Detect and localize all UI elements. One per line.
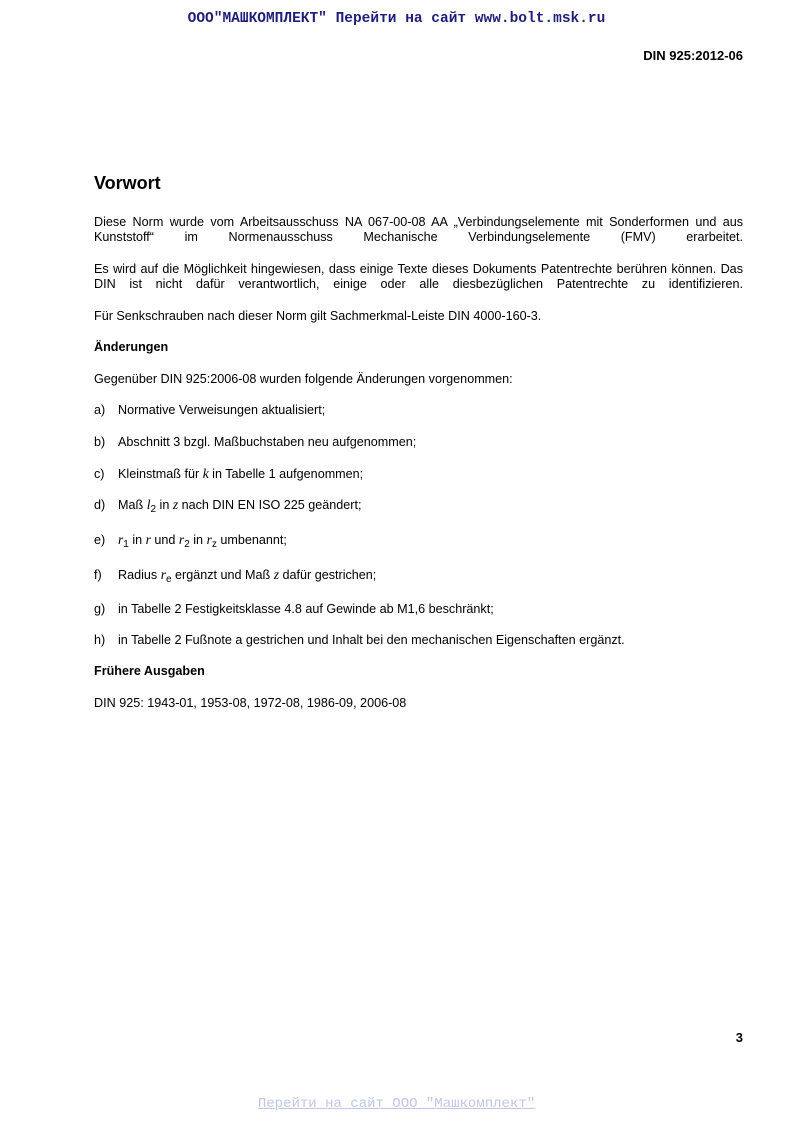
list-item (94, 633, 743, 648)
list-item-text: Kleinstmaß für k in Tabelle 1 aufgenommen; (118, 466, 364, 481)
paragraph-committee: Diese Norm wurde vom Arbeitsausschuss NA 067-00-08 AA „Verbindungselemente mit Sonderformen und aus Kunststoff“ im Normenausschuss Mechanische Verbindungselemente (FMV) erarbeitet. (94, 215, 743, 244)
page-number: 3 (735, 1030, 743, 1045)
list-item (94, 466, 743, 482)
list-item-text: in Tabelle 2 Fußnote a gestrichen und Inhalt bei den mechanischen Eigenschaften ergänzt. (118, 633, 625, 647)
list-item-text: Normative Verweisungen aktualisiert; (118, 403, 326, 417)
list-item-label: g) (94, 602, 106, 616)
list-item-label: b) (94, 435, 106, 449)
list-item-text: Maß $l_2$ in z nach DIN EN ISO 225 geändert; (118, 497, 362, 515)
list-item (94, 497, 743, 513)
list-item (94, 602, 743, 617)
editions-heading: Frühere Ausgaben (94, 664, 205, 678)
list-item-label: h) (94, 633, 106, 647)
list-item-text: Abschnitt 3 bzgl. Maßbuchstaben neu aufgenommen; (118, 435, 417, 449)
list-item-text: Radius $r_e$ ergänzt und Maß z dafür gestrichen; (118, 567, 377, 585)
list-item-text: $r_1$ in r und $r_2$ in $r_z$ umbenannt; (118, 532, 287, 550)
list-item-label: d) (94, 498, 106, 512)
changes-heading: Änderungen (94, 340, 169, 354)
changes-intro: Gegenüber DIN 925:2006-08 wurden folgende Änderungen vorgenommen: (94, 372, 513, 386)
list-item-label: f) (94, 568, 102, 582)
list-item-label: e) (94, 533, 106, 547)
list-item (94, 435, 743, 450)
paragraph-feature-list: Für Senkschrauben nach dieser Norm gilt Sachmerkmal-Leiste DIN 4000-160-3. (94, 309, 542, 323)
list-item (94, 403, 743, 418)
section-title: Vorwort (94, 173, 161, 193)
list-item (94, 532, 743, 548)
list-item-label: c) (94, 467, 105, 481)
list-item-label: a) (94, 403, 106, 417)
document-id: DIN 925:2012-06 (643, 48, 743, 63)
site-banner-link[interactable]: ООО"МАШКОМПЛЕКТ" Перейти на сайт www.bolt.msk.ru (187, 11, 606, 27)
list-item-text: in Tabelle 2 Festigkeitsklasse 4.8 auf Gewinde ab M1,6 beschränkt; (118, 602, 494, 616)
editions-text: DIN 925: 1943-01, 1953-08, 1972-08, 1986-09, 2006-08 (94, 696, 407, 710)
paragraph-patents: Es wird auf die Möglichkeit hingewiesen, dass einige Texte dieses Dokuments Patentrechte berühren können. Das DIN ist nicht dafür verantwortlich, einige oder alle diesbezüglichen Patentrechte zu identifizieren. (94, 262, 743, 291)
footer-site-link[interactable]: Перейти на сайт ООО "Машкомплект" (257, 1096, 536, 1112)
list-item (94, 567, 743, 583)
